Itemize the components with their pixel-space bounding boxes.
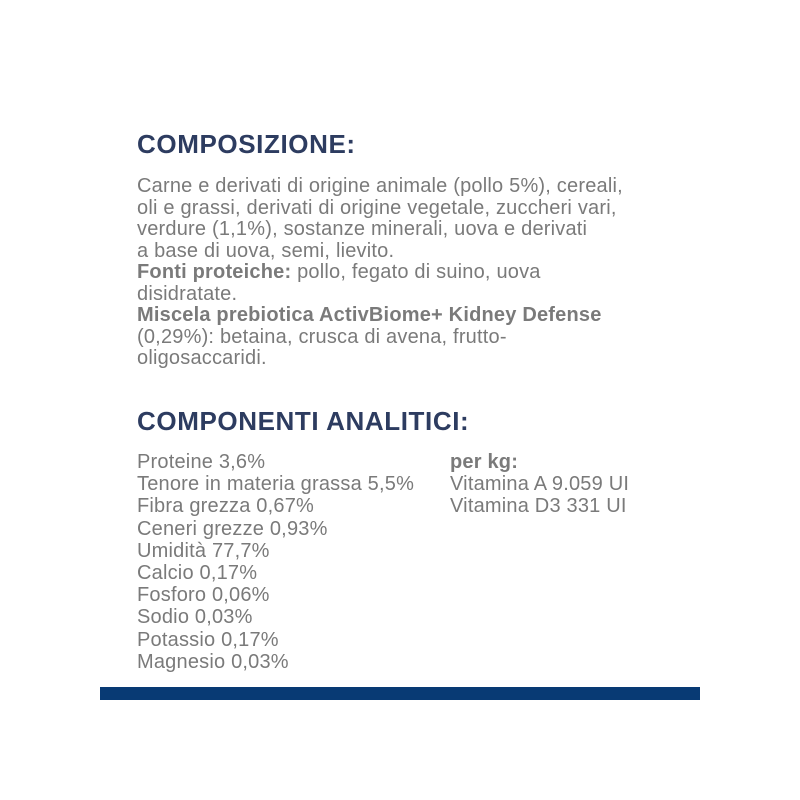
text-line: Carne e derivati di origine animale (pollo 5%), cereali, — [137, 175, 623, 197]
list-item: Ceneri grezze 0,93% — [137, 517, 328, 540]
list-item: Sodio 0,03% — [137, 606, 253, 629]
per-kg-label: per kg: — [450, 451, 519, 473]
text-line: oli e grassi, derivati di origine vegetale, zuccheri vari, — [137, 196, 617, 219]
list-item: Fibra grezza 0,67% — [137, 495, 315, 518]
text-line: a base di uova, semi, lievito. — [137, 239, 395, 262]
vitamins-list — [450, 473, 629, 517]
analytical-values-list — [137, 451, 457, 673]
composition-heading: COMPOSIZIONE: — [137, 129, 356, 159]
list-item: Tenore in materia grassa 5,5% — [137, 473, 415, 496]
text-line: disidratate. — [137, 282, 238, 305]
list-item: Fosforo 0,06% — [137, 584, 270, 607]
list-item: Umidità 77,7% — [137, 539, 270, 562]
text-line: oligosaccaridi. — [137, 347, 267, 369]
list-item: Vitamina A 9.059 UI — [450, 473, 630, 496]
text-line: verdure (1,1%), sostanze minerali, uova e derivati — [137, 218, 588, 240]
analytical-heading: COMPONENTI ANALITICI: — [137, 406, 470, 436]
composition-text — [137, 176, 697, 370]
per-kg-column — [450, 451, 629, 518]
bottom-divider-bar — [100, 687, 700, 700]
list-item: Proteine 3,6% — [137, 451, 266, 473]
text-line: Fonti proteiche: pollo, fegato di suino, uova — [137, 261, 541, 283]
list-item: Magnesio 0,03% — [137, 650, 289, 673]
list-item: Potassio 0,17% — [137, 628, 279, 651]
list-item: Calcio 0,17% — [137, 562, 258, 585]
text-line: Miscela prebiotica ActivBiome+ Kidney Defense — [137, 304, 602, 326]
text-line: (0,29%): betaina, crusca di avena, frutto- — [137, 325, 507, 348]
list-item: Vitamina D3 331 UI — [450, 495, 627, 518]
